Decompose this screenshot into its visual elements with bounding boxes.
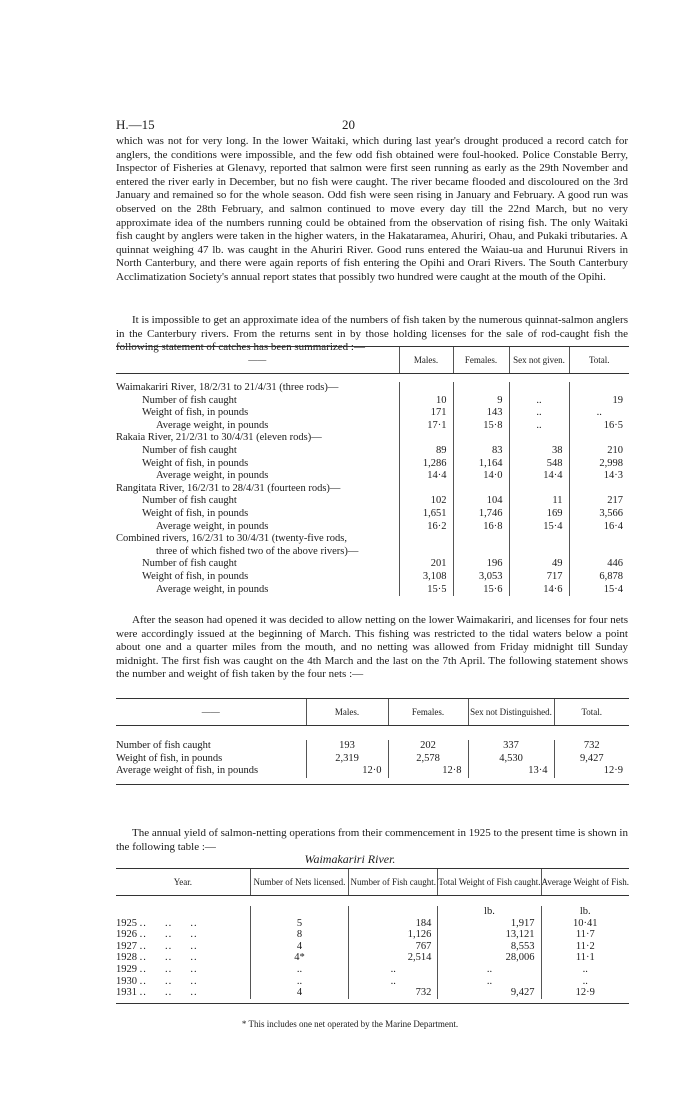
cell-average: .. bbox=[541, 976, 629, 988]
table-header-row bbox=[116, 699, 629, 726]
cell-total: 16·4 bbox=[569, 521, 629, 534]
cell-females: 3,053 bbox=[453, 571, 509, 584]
table-row: 1926 .. .. .. 8 1,126 13,121 11·7 bbox=[116, 929, 629, 941]
cell-males: 201 bbox=[399, 558, 453, 571]
section-title-row bbox=[116, 546, 629, 559]
cell-males: 193 bbox=[306, 740, 388, 753]
cell-weight: 1,917 bbox=[438, 918, 541, 930]
cell-males: 10 bbox=[399, 395, 453, 408]
row-label: Average weight, in pounds bbox=[156, 520, 269, 532]
cell-sex: .. bbox=[509, 420, 569, 433]
cell-nets: 4* bbox=[250, 952, 348, 964]
cell-sex: 4,530 bbox=[468, 753, 554, 766]
cell-sex: 337 bbox=[468, 740, 554, 753]
cell-males: 16·2 bbox=[399, 521, 453, 534]
table-row: 1927 .. .. .. 4 767 8,553 11·2 bbox=[116, 941, 629, 953]
net-catch-table bbox=[116, 698, 629, 785]
cell-nets: 4 bbox=[250, 987, 348, 999]
cell-average: 11·2 bbox=[541, 941, 629, 953]
paragraph-annual-yield: The annual yield of salmon-netting operations from their commencement in 1925 to the present time is shown in the following table :— bbox=[116, 827, 628, 853]
header-average: Average Weight of Fish. bbox=[541, 869, 629, 896]
year-label: 1926 bbox=[116, 929, 137, 941]
cell-nets: 4 bbox=[250, 941, 348, 953]
header-fish: Number of Fish caught. bbox=[349, 869, 438, 896]
table-header-row bbox=[116, 347, 629, 374]
row-label: Average weight, in pounds bbox=[156, 470, 269, 482]
row-label: Weight of fish, in pounds bbox=[142, 457, 249, 469]
table-row bbox=[116, 495, 629, 508]
header-total: Total. bbox=[569, 347, 629, 374]
cell-weight: 9,427 bbox=[438, 987, 541, 999]
cell-females: 15·8 bbox=[453, 420, 509, 433]
cell-males: 1,651 bbox=[399, 508, 453, 521]
header-sex-not-distinguished: Sex not Distinguished. bbox=[468, 699, 554, 726]
section-title-continued: three of which fished two of the above rivers)— bbox=[156, 545, 359, 557]
cell-fish: .. bbox=[349, 964, 438, 976]
cell-males: 12·0 bbox=[306, 765, 388, 778]
cell-females: 104 bbox=[453, 495, 509, 508]
cell-females: 14·0 bbox=[453, 470, 509, 483]
cell-males: 15·5 bbox=[399, 584, 453, 597]
header-males: Males. bbox=[399, 347, 453, 374]
table-row bbox=[116, 420, 629, 433]
cell-fish: .. bbox=[349, 976, 438, 988]
cell-females: 16·8 bbox=[453, 521, 509, 534]
year-label: 1929 bbox=[116, 963, 137, 975]
cell-females: 1,164 bbox=[453, 458, 509, 471]
table-header-row bbox=[116, 869, 629, 896]
header-females: Females. bbox=[388, 699, 468, 726]
cell-fish: 732 bbox=[349, 987, 438, 999]
table-row bbox=[116, 571, 629, 584]
table-row bbox=[116, 521, 629, 534]
cell-sex: .. bbox=[509, 395, 569, 408]
cell-total: 14·3 bbox=[569, 470, 629, 483]
header-year: Year. bbox=[116, 869, 250, 896]
section-title: Waimakariri River, 18/2/31 to 21/4/31 (three rods)— bbox=[116, 382, 339, 393]
row-label: Average weight of fish, in pounds bbox=[116, 765, 259, 777]
cell-weight: 8,553 bbox=[438, 941, 541, 953]
cell-sex: 13·4 bbox=[468, 765, 554, 778]
cell-total: 732 bbox=[554, 740, 629, 753]
document-reference: H.—15 bbox=[116, 117, 155, 132]
cell-sex: 548 bbox=[509, 458, 569, 471]
header-nets: Number of Nets licensed. bbox=[250, 869, 348, 896]
year-label: 1928 bbox=[116, 952, 137, 964]
row-label: Number of fish caught bbox=[142, 558, 237, 570]
cell-females: 9 bbox=[453, 395, 509, 408]
table-row: 1925 .. .. .. 5 184 1,917 10·41 bbox=[116, 918, 629, 930]
cell-females: 2,578 bbox=[388, 753, 468, 766]
row-label: Weight of fish, in pounds bbox=[142, 407, 249, 419]
table-row bbox=[116, 508, 629, 521]
paragraph-netting: After the season had opened it was decided to allow netting on the lower Waimakariri, and licenses for four nets were accordingly issued at the beginning of March. This fishing was restricted to the tidal waters below a point about one and a quarter miles from the mouth, and no netting was allowed from Friday midnight till Sunday midnight. The first fish was caught on the 4th March and the last on the 7th April. The following statement shows the number and weight of fish taken by the four nets :— bbox=[116, 614, 628, 681]
cell-average: 10·41 bbox=[541, 918, 629, 930]
cell-males: 1,286 bbox=[399, 458, 453, 471]
cell-males: 2,319 bbox=[306, 753, 388, 766]
cell-total: 9,427 bbox=[554, 753, 629, 766]
header-weight: Total Weight of Fish caught. bbox=[438, 869, 541, 896]
cell-sex: 14·4 bbox=[509, 470, 569, 483]
paragraph-anglers-intro: It is impossible to get an approximate idea of the numbers of fish taken by the numerous quinnat-salmon anglers in the Canterbury rivers. From the returns sent in by those holding licenses for the sale of rod-caught fish the following statement of catches has been summarized :— bbox=[116, 314, 628, 354]
table-row: 1929 .. .. .. .. .. .. .. bbox=[116, 964, 629, 976]
cell-males: 89 bbox=[399, 445, 453, 458]
table-row: 1928 .. .. .. 4* 2,514 28,006 11·1 bbox=[116, 952, 629, 964]
cell-males: 3,108 bbox=[399, 571, 453, 584]
table-caption: Waimakariri River. bbox=[304, 852, 396, 866]
table-row bbox=[116, 458, 629, 471]
cell-sex: 11 bbox=[509, 495, 569, 508]
rod-catch-table bbox=[116, 346, 629, 596]
cell-nets: 5 bbox=[250, 918, 348, 930]
annual-yield-table bbox=[116, 868, 629, 1004]
table-row bbox=[116, 765, 629, 778]
cell-total: 15·4 bbox=[569, 584, 629, 597]
cell-females: 196 bbox=[453, 558, 509, 571]
cell-weight: .. bbox=[438, 976, 541, 988]
cell-females: 12·8 bbox=[388, 765, 468, 778]
footnote: * This includes one net operated by the Marine Department. bbox=[241, 1019, 459, 1029]
cell-total: 6,878 bbox=[569, 571, 629, 584]
header-blank: —— bbox=[116, 347, 399, 374]
row-label: Weight of fish, in pounds bbox=[142, 507, 249, 519]
header-males: Males. bbox=[306, 699, 388, 726]
table-row bbox=[116, 740, 629, 753]
cell-nets: .. bbox=[250, 964, 348, 976]
cell-total: .. bbox=[569, 407, 629, 420]
unit-weight: lb. bbox=[438, 906, 541, 918]
cell-fish: 184 bbox=[349, 918, 438, 930]
year-label: 1927 bbox=[116, 940, 137, 952]
row-label: Number of fish caught bbox=[142, 495, 237, 507]
cell-sex: 38 bbox=[509, 445, 569, 458]
section-title-row bbox=[116, 533, 629, 546]
cell-males: 102 bbox=[399, 495, 453, 508]
cell-fish: 2,514 bbox=[349, 952, 438, 964]
cell-fish: 767 bbox=[349, 941, 438, 953]
section-title-row bbox=[116, 432, 629, 445]
row-label: Number of fish caught bbox=[142, 444, 237, 456]
header-females: Females. bbox=[453, 347, 509, 374]
cell-sex: .. bbox=[509, 407, 569, 420]
cell-males: 171 bbox=[399, 407, 453, 420]
cell-females: 83 bbox=[453, 445, 509, 458]
header-sex-not-given: Sex not given. bbox=[509, 347, 569, 374]
table-row bbox=[116, 407, 629, 420]
year-label: 1930 bbox=[116, 975, 137, 987]
cell-average: 12·9 bbox=[541, 987, 629, 999]
cell-sex: 14·6 bbox=[509, 584, 569, 597]
cell-males: 17·1 bbox=[399, 420, 453, 433]
cell-sex: 169 bbox=[509, 508, 569, 521]
units-row bbox=[116, 906, 629, 918]
table-row bbox=[116, 753, 629, 766]
cell-average: 11·1 bbox=[541, 952, 629, 964]
row-label: Weight of fish, in pounds bbox=[142, 570, 249, 582]
year-label: 1931 bbox=[116, 987, 137, 999]
page-number: 20 bbox=[342, 117, 355, 132]
cell-females: 1,746 bbox=[453, 508, 509, 521]
cell-total: 16·5 bbox=[569, 420, 629, 433]
cell-females: 15·6 bbox=[453, 584, 509, 597]
cell-sex: 15·4 bbox=[509, 521, 569, 534]
header-total: Total. bbox=[554, 699, 629, 726]
cell-sex: 49 bbox=[509, 558, 569, 571]
row-label: Average weight, in pounds bbox=[156, 419, 269, 431]
table-row bbox=[116, 584, 629, 597]
row-label: Number of fish caught bbox=[116, 740, 211, 751]
section-title-row bbox=[116, 382, 629, 395]
cell-females: 143 bbox=[453, 407, 509, 420]
cell-total: 217 bbox=[569, 495, 629, 508]
section-title: Rangitata River, 16/2/31 to 28/4/31 (fourteen rods)— bbox=[116, 482, 341, 494]
header-blank: —— bbox=[116, 699, 306, 726]
row-label: Number of fish caught bbox=[142, 394, 237, 406]
cell-males: 14·4 bbox=[399, 470, 453, 483]
cell-weight: .. bbox=[438, 964, 541, 976]
cell-total: 2,998 bbox=[569, 458, 629, 471]
table-row: 1931 .. .. .. 4 732 9,427 12·9 bbox=[116, 987, 629, 999]
row-label: Average weight, in pounds bbox=[156, 583, 269, 595]
cell-nets: .. bbox=[250, 976, 348, 988]
section-title-row bbox=[116, 483, 629, 496]
year-label: 1925 bbox=[116, 917, 137, 929]
cell-females: 202 bbox=[388, 740, 468, 753]
table-row bbox=[116, 395, 629, 408]
cell-nets: 8 bbox=[250, 929, 348, 941]
cell-fish: 1,126 bbox=[349, 929, 438, 941]
cell-sex: 717 bbox=[509, 571, 569, 584]
section-title: Combined rivers, 16/2/31 to 30/4/31 (twenty-five rods, bbox=[116, 533, 347, 545]
table-row bbox=[116, 470, 629, 483]
paragraph-waitaki-report: which was not for very long. In the lower Waitaki, which during last year's drought produced a record catch for anglers, the conditions were impossible, and the few odd fish obtained were foul-hooked. Police Constable Berry, Inspector of Fisheries at Glenavy, reported that salmon were first seen running as early as the 29th November and entered the river early in December, but no fish were caught. The river became flooded and discoloured on the 3rd January and remained so for the whole season. Odd fish were seen rising in January and February. A good run was observed on the 28th February, and salmon continued to move every day till the 22nd March, but no very approximate idea of the numbers running could be obtained from the observation of rising fish. The only Waitaki fish caught by anglers were taken in the higher waters, in the Hakataramea, Ahuriri, Ohau, and Pukaki tributaries. A quinnat weighing 47 lb. was caught in the Ahuriri River. Good runs entered the Waiau-ua and Hurunui Rivers in North Canterbury, and there were again reports of fish entering the Opihi and Orari Rivers. The South Canterbury Acclimatization Society's annual report states that possibly two hundred were caught at the mouth of the Opihi. bbox=[116, 135, 628, 283]
cell-weight: 28,006 bbox=[438, 952, 541, 964]
table-row bbox=[116, 445, 629, 458]
table-row: 1930 .. .. .. .. .. .. .. bbox=[116, 976, 629, 988]
cell-total: 19 bbox=[569, 395, 629, 408]
cell-total: 12·9 bbox=[554, 765, 629, 778]
section-title: Rakaia River, 21/2/31 to 30/4/31 (eleven rods)— bbox=[116, 432, 322, 444]
cell-total: 3,566 bbox=[569, 508, 629, 521]
table-row bbox=[116, 558, 629, 571]
cell-weight: 13,121 bbox=[438, 929, 541, 941]
cell-total: 446 bbox=[569, 558, 629, 571]
cell-average: 11·7 bbox=[541, 929, 629, 941]
row-label: Weight of fish, in pounds bbox=[116, 752, 223, 764]
unit-average: lb. bbox=[541, 906, 629, 918]
cell-average: .. bbox=[541, 964, 629, 976]
cell-total: 210 bbox=[569, 445, 629, 458]
